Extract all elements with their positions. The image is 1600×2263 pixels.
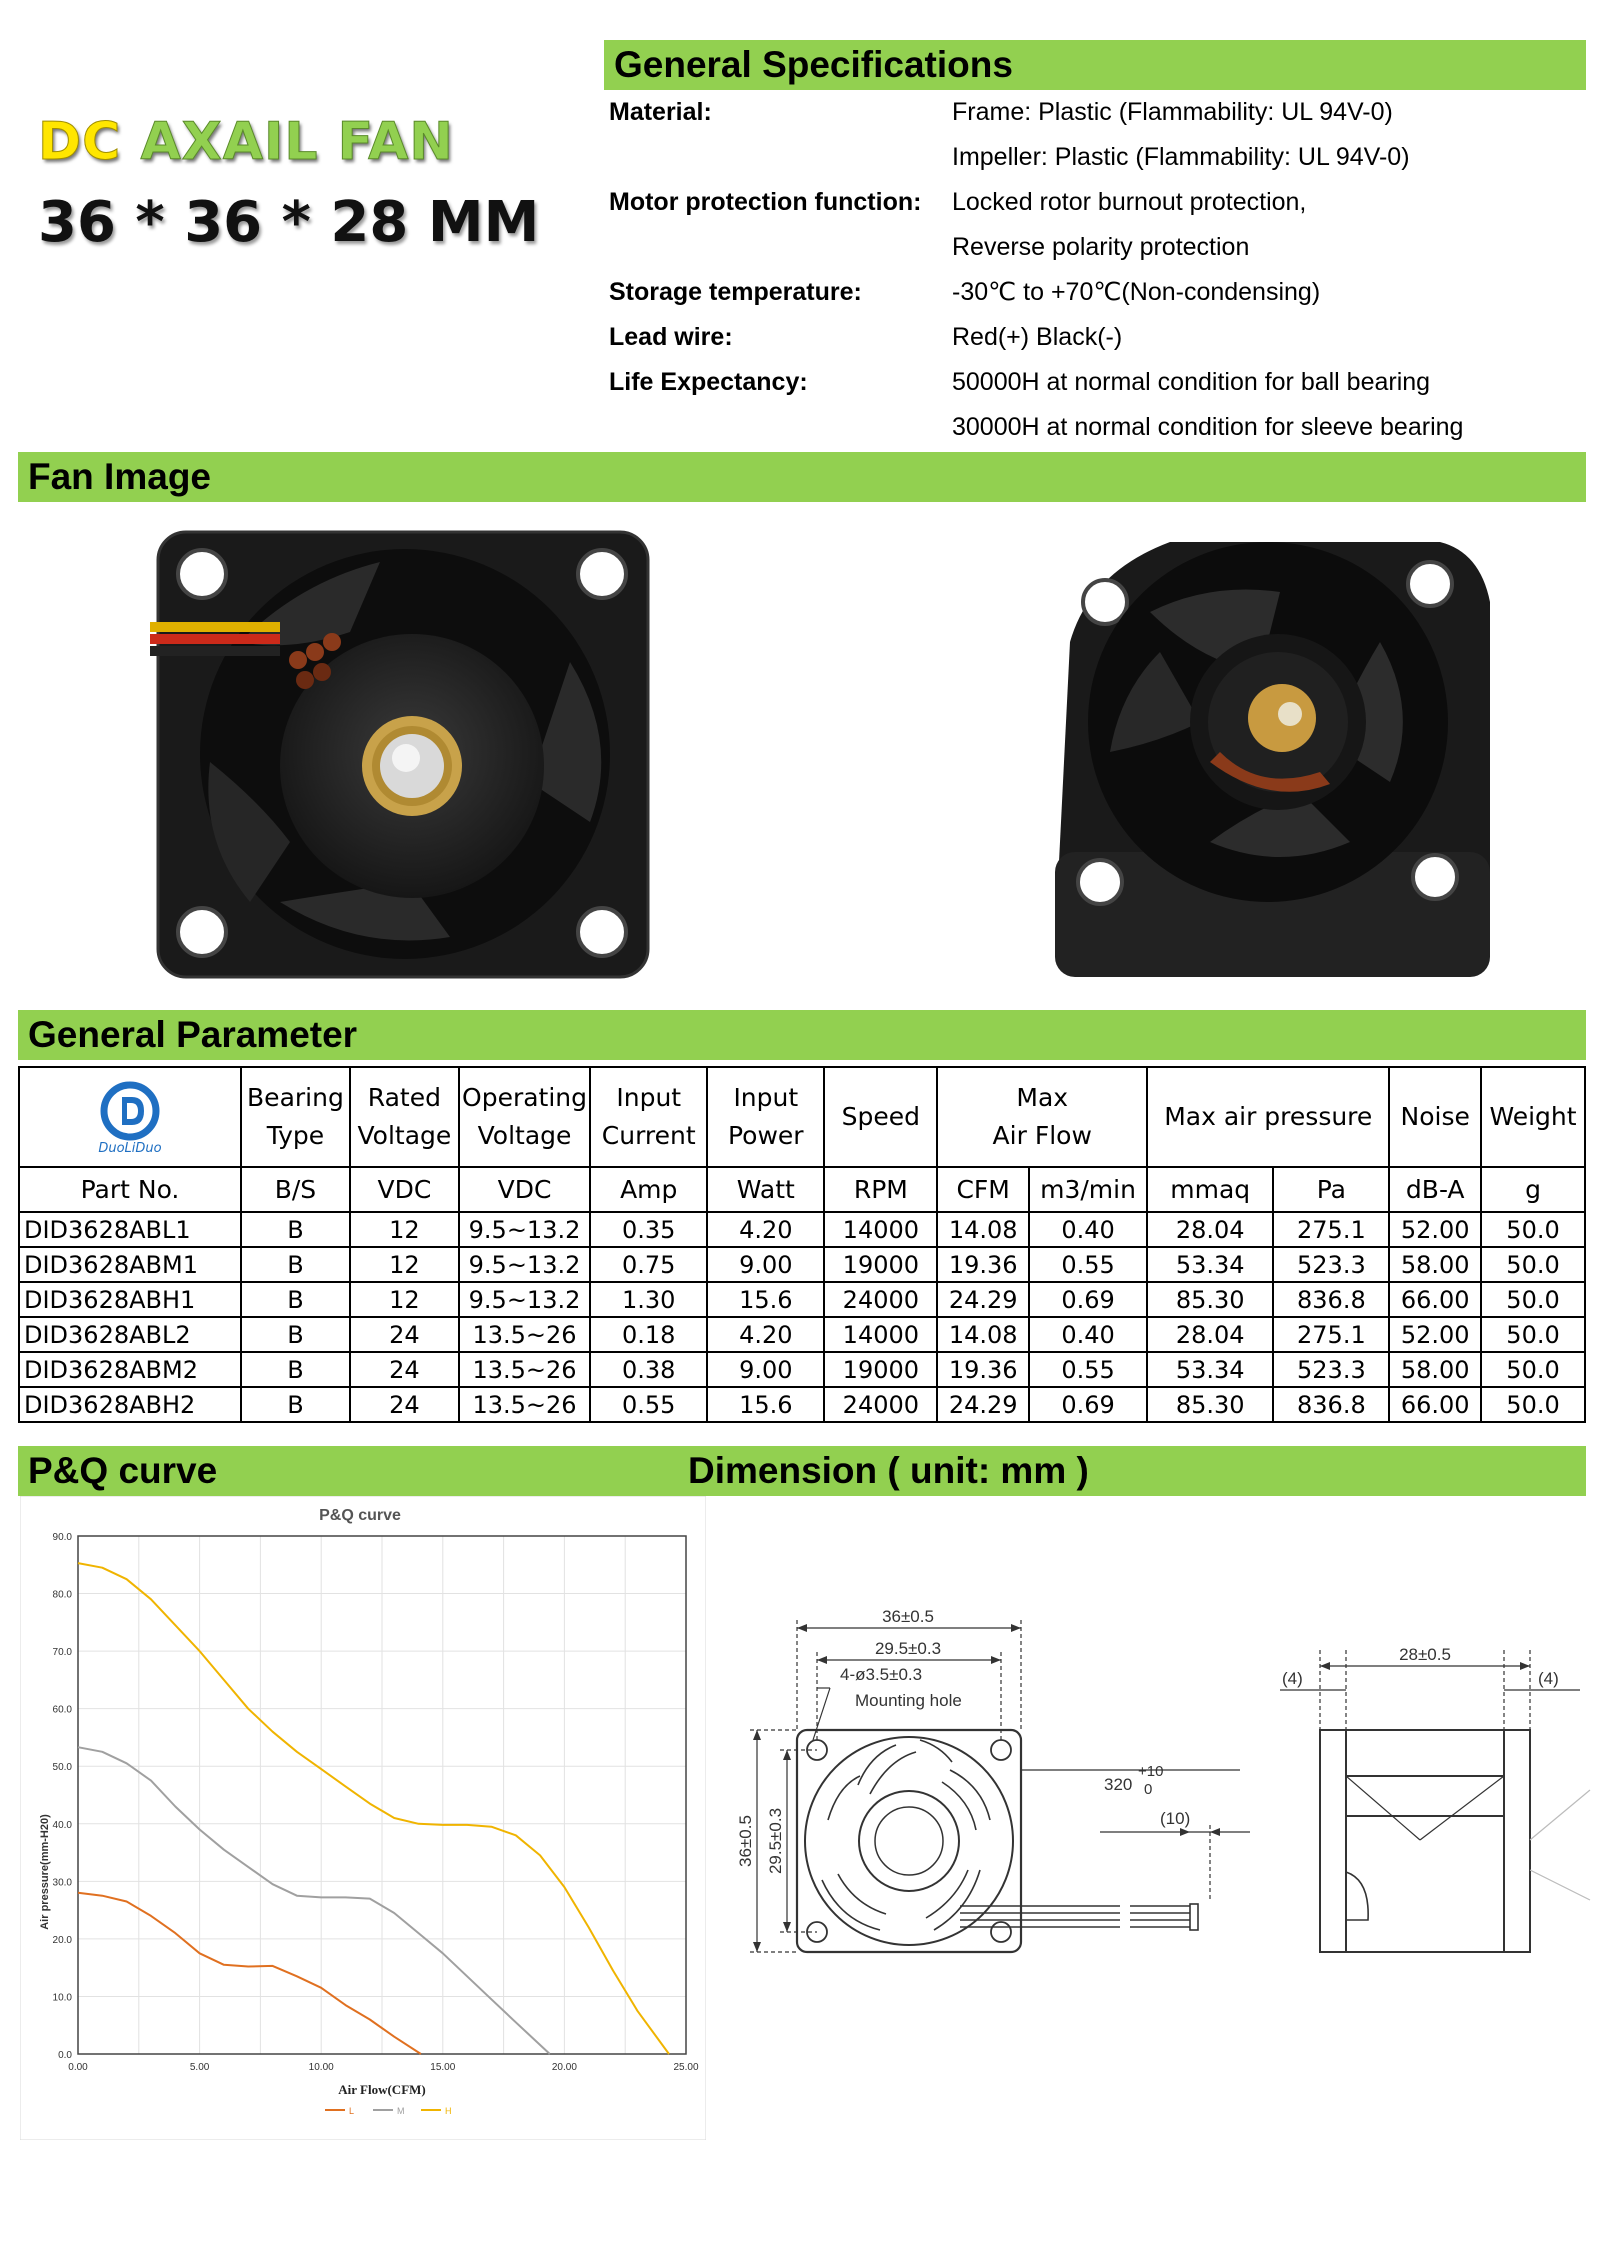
table-cell: 53.34 xyxy=(1147,1247,1273,1282)
product-size: 36 * 36 * 28 MM xyxy=(38,190,540,255)
part-number-cell: DID3628ABM2 xyxy=(19,1352,241,1387)
x-tick-label: 25.00 xyxy=(673,2062,699,2073)
legend-label: H xyxy=(445,2106,452,2116)
table-row xyxy=(19,1282,1585,1317)
table-cell: 0.40 xyxy=(1029,1212,1147,1247)
chart-title: P&Q curve xyxy=(319,1507,401,1524)
table-cell: B xyxy=(241,1212,350,1247)
header-max-air-pressure: Max air pressure xyxy=(1147,1067,1389,1167)
header-weight: Weight xyxy=(1481,1067,1585,1167)
unit-cell: Pa xyxy=(1273,1167,1389,1212)
spec-key: Material: xyxy=(609,98,712,126)
table-cell: 24.29 xyxy=(937,1387,1029,1422)
spec-value: Frame: Plastic (Flammability: UL 94V-0) xyxy=(952,98,1393,126)
table-cell: 24 xyxy=(350,1317,459,1352)
header-line: Max xyxy=(1016,1083,1069,1112)
table-cell: 4.20 xyxy=(707,1212,824,1247)
table-cell: B xyxy=(241,1317,350,1352)
section-pq-curve: P&Q curve xyxy=(28,1450,218,1491)
table-cell: 50.0 xyxy=(1481,1247,1585,1282)
table-cell: 15.6 xyxy=(707,1282,824,1317)
x-tick-label: 20.00 xyxy=(551,2062,577,2073)
table-cell: 0.55 xyxy=(1029,1247,1147,1282)
header-line: Type xyxy=(266,1121,325,1150)
table-cell: 50.0 xyxy=(1481,1387,1585,1422)
dim-side-overall: 36±0.5 xyxy=(736,1815,755,1867)
table-cell: 12 xyxy=(350,1282,459,1317)
table-cell: 14.08 xyxy=(937,1317,1029,1352)
section-general-specifications: General Specifications xyxy=(604,40,1586,90)
unit-cell: g xyxy=(1481,1167,1585,1212)
header-line: Air Flow xyxy=(992,1121,1092,1150)
table-cell: 66.00 xyxy=(1389,1282,1481,1317)
table-cell: 12 xyxy=(350,1212,459,1247)
table-cell: 66.00 xyxy=(1389,1387,1481,1422)
dim-hole-size: 4-ø3.5±0.3 xyxy=(840,1665,923,1684)
header-line: Rated xyxy=(367,1083,441,1112)
dimension-drawing xyxy=(720,1580,1600,2020)
duoliduo-logo-icon xyxy=(98,1081,162,1141)
spec-key: Lead wire: xyxy=(609,323,733,351)
part-number-cell: DID3628ABL2 xyxy=(19,1317,241,1352)
table-cell: 24 xyxy=(350,1352,459,1387)
spec-row xyxy=(609,360,1589,405)
unit-cell: dB-A xyxy=(1389,1167,1481,1212)
part-number-cell: DID3628ABH2 xyxy=(19,1387,241,1422)
legend-label: M xyxy=(397,2106,405,2116)
table-cell: 9.5~13.2 xyxy=(459,1212,590,1247)
header-line: Operating xyxy=(462,1083,588,1112)
table-cell: 0.35 xyxy=(590,1212,707,1247)
fan-photo-front xyxy=(1030,522,1500,982)
spec-row xyxy=(609,225,1589,270)
dim-flange-left: (4) xyxy=(1282,1669,1303,1688)
dim-mounting-hole: Mounting hole xyxy=(855,1691,962,1710)
dim-lead-tol-top: +10 xyxy=(1138,1763,1164,1780)
table-cell: 4.20 xyxy=(707,1317,824,1352)
header-bearing-type xyxy=(241,1067,350,1167)
spec-value: 50000H at normal condition for ball bearing xyxy=(952,368,1431,396)
table-cell: 9.5~13.2 xyxy=(459,1282,590,1317)
spec-row xyxy=(609,180,1589,225)
table-cell: 12 xyxy=(350,1247,459,1282)
unit-cell: Amp xyxy=(590,1167,707,1212)
table-cell: 19000 xyxy=(824,1352,937,1387)
table-cell: 19.36 xyxy=(937,1352,1029,1387)
header-line: Voltage xyxy=(477,1121,572,1150)
table-cell: 24000 xyxy=(824,1282,937,1317)
unit-cell: RPM xyxy=(824,1167,937,1212)
y-tick-label: 0.0 xyxy=(58,2050,72,2061)
table-cell: 1.30 xyxy=(590,1282,707,1317)
table-cell: 275.1 xyxy=(1273,1212,1389,1247)
spec-value: Impeller: Plastic (Flammability: UL 94V-0) xyxy=(952,143,1410,171)
table-cell: 85.30 xyxy=(1147,1387,1273,1422)
header-line: Bearing xyxy=(247,1083,344,1112)
header-noise: Noise xyxy=(1389,1067,1481,1167)
table-header-row xyxy=(19,1067,1585,1167)
pq-curve-chart xyxy=(20,1496,706,2140)
table-cell: 836.8 xyxy=(1273,1282,1389,1317)
y-tick-label: 80.0 xyxy=(52,1589,72,1601)
table-cell: B xyxy=(241,1282,350,1317)
table-cell: B xyxy=(241,1352,350,1387)
spec-row xyxy=(609,315,1589,360)
spec-row xyxy=(609,405,1589,450)
brand-logo-cell xyxy=(19,1067,241,1167)
spec-value: 30000H at normal condition for sleeve bearing xyxy=(952,413,1464,441)
dim-lead-length: 320 xyxy=(1104,1775,1133,1794)
part-number-cell: DID3628ABH1 xyxy=(19,1282,241,1317)
table-cell: 0.69 xyxy=(1029,1282,1147,1317)
table-row xyxy=(19,1387,1585,1422)
header-rated-voltage xyxy=(350,1067,459,1167)
chart-xlabel: Air Flow(CFM) xyxy=(338,2082,426,2097)
spec-value: -30℃ to +70℃(Non-condensing) xyxy=(952,278,1321,306)
table-cell: 14.08 xyxy=(937,1212,1029,1247)
table-cell: 0.75 xyxy=(590,1247,707,1282)
y-tick-label: 70.0 xyxy=(52,1647,72,1659)
table-cell: 13.5~26 xyxy=(459,1352,590,1387)
dim-flange-right: (4) xyxy=(1538,1669,1559,1688)
y-tick-label: 60.0 xyxy=(52,1704,72,1716)
spec-list xyxy=(609,90,1589,450)
header-operating-voltage xyxy=(459,1067,590,1167)
unit-cell: B/S xyxy=(241,1167,350,1212)
y-tick-label: 50.0 xyxy=(52,1762,72,1774)
unit-cell: Part No. xyxy=(19,1167,241,1212)
spec-row xyxy=(609,90,1589,135)
unit-cell: VDC xyxy=(350,1167,459,1212)
y-tick-label: 30.0 xyxy=(52,1877,72,1889)
dim-hole-pitch: 29.5±0.3 xyxy=(874,1639,942,1658)
table-row xyxy=(19,1212,1585,1247)
y-tick-label: 20.0 xyxy=(52,1934,72,1946)
table-cell: 9.00 xyxy=(707,1247,824,1282)
table-cell: 58.00 xyxy=(1389,1247,1481,1282)
table-cell: 50.0 xyxy=(1481,1212,1585,1247)
table-row xyxy=(19,1247,1585,1282)
dim-overall-width: 36±0.5 xyxy=(882,1607,934,1626)
dim-thickness: 28±0.5 xyxy=(1399,1645,1451,1664)
table-cell: 9.5~13.2 xyxy=(459,1247,590,1282)
table-cell: 9.00 xyxy=(707,1352,824,1387)
product-title xyxy=(38,112,454,172)
unit-cell: m3/min xyxy=(1029,1167,1147,1212)
table-row xyxy=(19,1352,1585,1387)
table-cell: 0.40 xyxy=(1029,1317,1147,1352)
table-cell: 24.29 xyxy=(937,1282,1029,1317)
part-number-cell: DID3628ABM1 xyxy=(19,1247,241,1282)
y-tick-label: 90.0 xyxy=(52,1532,72,1543)
table-cell: 523.3 xyxy=(1273,1352,1389,1387)
header-max-air-flow xyxy=(937,1067,1147,1167)
header-line: Input xyxy=(733,1083,799,1112)
table-cell: 19000 xyxy=(824,1247,937,1282)
logo-text: DuoLiDuo xyxy=(98,1141,162,1156)
table-cell: 50.0 xyxy=(1481,1352,1585,1387)
legend-label: L xyxy=(349,2106,355,2116)
table-cell: 19.36 xyxy=(937,1247,1029,1282)
y-tick-label: 10.0 xyxy=(52,1992,72,2004)
table-cell: 275.1 xyxy=(1273,1317,1389,1352)
table-cell: 50.0 xyxy=(1481,1317,1585,1352)
unit-cell: mmaq xyxy=(1147,1167,1273,1212)
table-cell: 50.0 xyxy=(1481,1282,1585,1317)
table-cell: 0.38 xyxy=(590,1352,707,1387)
x-tick-label: 0.00 xyxy=(68,2062,88,2073)
unit-cell: CFM xyxy=(937,1167,1029,1212)
header-line: Current xyxy=(601,1121,696,1150)
spec-value: Red(+) Black(-) xyxy=(952,323,1123,351)
spec-key: Storage temperature: xyxy=(609,278,862,306)
header-line: Voltage xyxy=(357,1121,452,1150)
fan-photo-back xyxy=(150,522,660,982)
x-tick-label: 15.00 xyxy=(430,2062,456,2073)
header-line: Power xyxy=(728,1121,804,1150)
table-cell: 0.18 xyxy=(590,1317,707,1352)
spec-row xyxy=(609,135,1589,180)
spec-key: Life Expectancy: xyxy=(609,368,808,396)
table-cell: 85.30 xyxy=(1147,1282,1273,1317)
section-dimension: Dimension ( unit: mm ) xyxy=(688,1450,1089,1491)
x-tick-label: 5.00 xyxy=(189,2062,210,2073)
spec-value: Reverse polarity protection xyxy=(952,233,1250,261)
header-input-power xyxy=(707,1067,824,1167)
table-cell: 523.3 xyxy=(1273,1247,1389,1282)
table-cell: 0.55 xyxy=(590,1387,707,1422)
chart-ylabel: Air pressure(mm-H20) xyxy=(39,1814,51,1930)
header-line: Input xyxy=(616,1083,682,1112)
unit-cell: Watt xyxy=(707,1167,824,1212)
table-cell: 13.5~26 xyxy=(459,1317,590,1352)
section-fan-image: Fan Image xyxy=(18,452,1586,502)
dim-strip-length: (10) xyxy=(1160,1809,1191,1828)
table-row xyxy=(19,1317,1585,1352)
title-axail-fan: AXAIL FAN xyxy=(140,112,454,172)
table-cell: 28.04 xyxy=(1147,1212,1273,1247)
table-cell: 14000 xyxy=(824,1317,937,1352)
table-cell: 0.69 xyxy=(1029,1387,1147,1422)
table-cell: 15.6 xyxy=(707,1387,824,1422)
spec-key: Motor protection function: xyxy=(609,188,922,216)
x-tick-label: 10.00 xyxy=(308,2062,334,2073)
table-cell: B xyxy=(241,1247,350,1282)
table-cell: B xyxy=(241,1387,350,1422)
y-tick-label: 40.0 xyxy=(52,1819,72,1831)
header-input-current xyxy=(590,1067,707,1167)
unit-cell: VDC xyxy=(459,1167,590,1212)
header-speed: Speed xyxy=(824,1067,937,1167)
spec-value: Locked rotor burnout protection, xyxy=(952,188,1307,216)
spec-row xyxy=(609,270,1589,315)
dim-lead-tol-bottom: 0 xyxy=(1144,1781,1153,1798)
table-cell: 53.34 xyxy=(1147,1352,1273,1387)
table-units-row xyxy=(19,1167,1585,1212)
table-cell: 14000 xyxy=(824,1212,937,1247)
title-dc: DC xyxy=(38,112,122,172)
table-cell: 13.5~26 xyxy=(459,1387,590,1422)
section-bar-bottom xyxy=(18,1446,1586,1496)
dim-side-pitch: 29.5±0.3 xyxy=(766,1807,785,1875)
table-cell: 0.55 xyxy=(1029,1352,1147,1387)
parameter-table xyxy=(18,1066,1586,1423)
table-cell: 24 xyxy=(350,1387,459,1422)
table-cell: 52.00 xyxy=(1389,1317,1481,1352)
table-cell: 28.04 xyxy=(1147,1317,1273,1352)
part-number-cell: DID3628ABL1 xyxy=(19,1212,241,1247)
table-cell: 836.8 xyxy=(1273,1387,1389,1422)
table-cell: 24000 xyxy=(824,1387,937,1422)
table-cell: 52.00 xyxy=(1389,1212,1481,1247)
section-general-parameter: General Parameter xyxy=(18,1010,1586,1060)
table-cell: 58.00 xyxy=(1389,1352,1481,1387)
